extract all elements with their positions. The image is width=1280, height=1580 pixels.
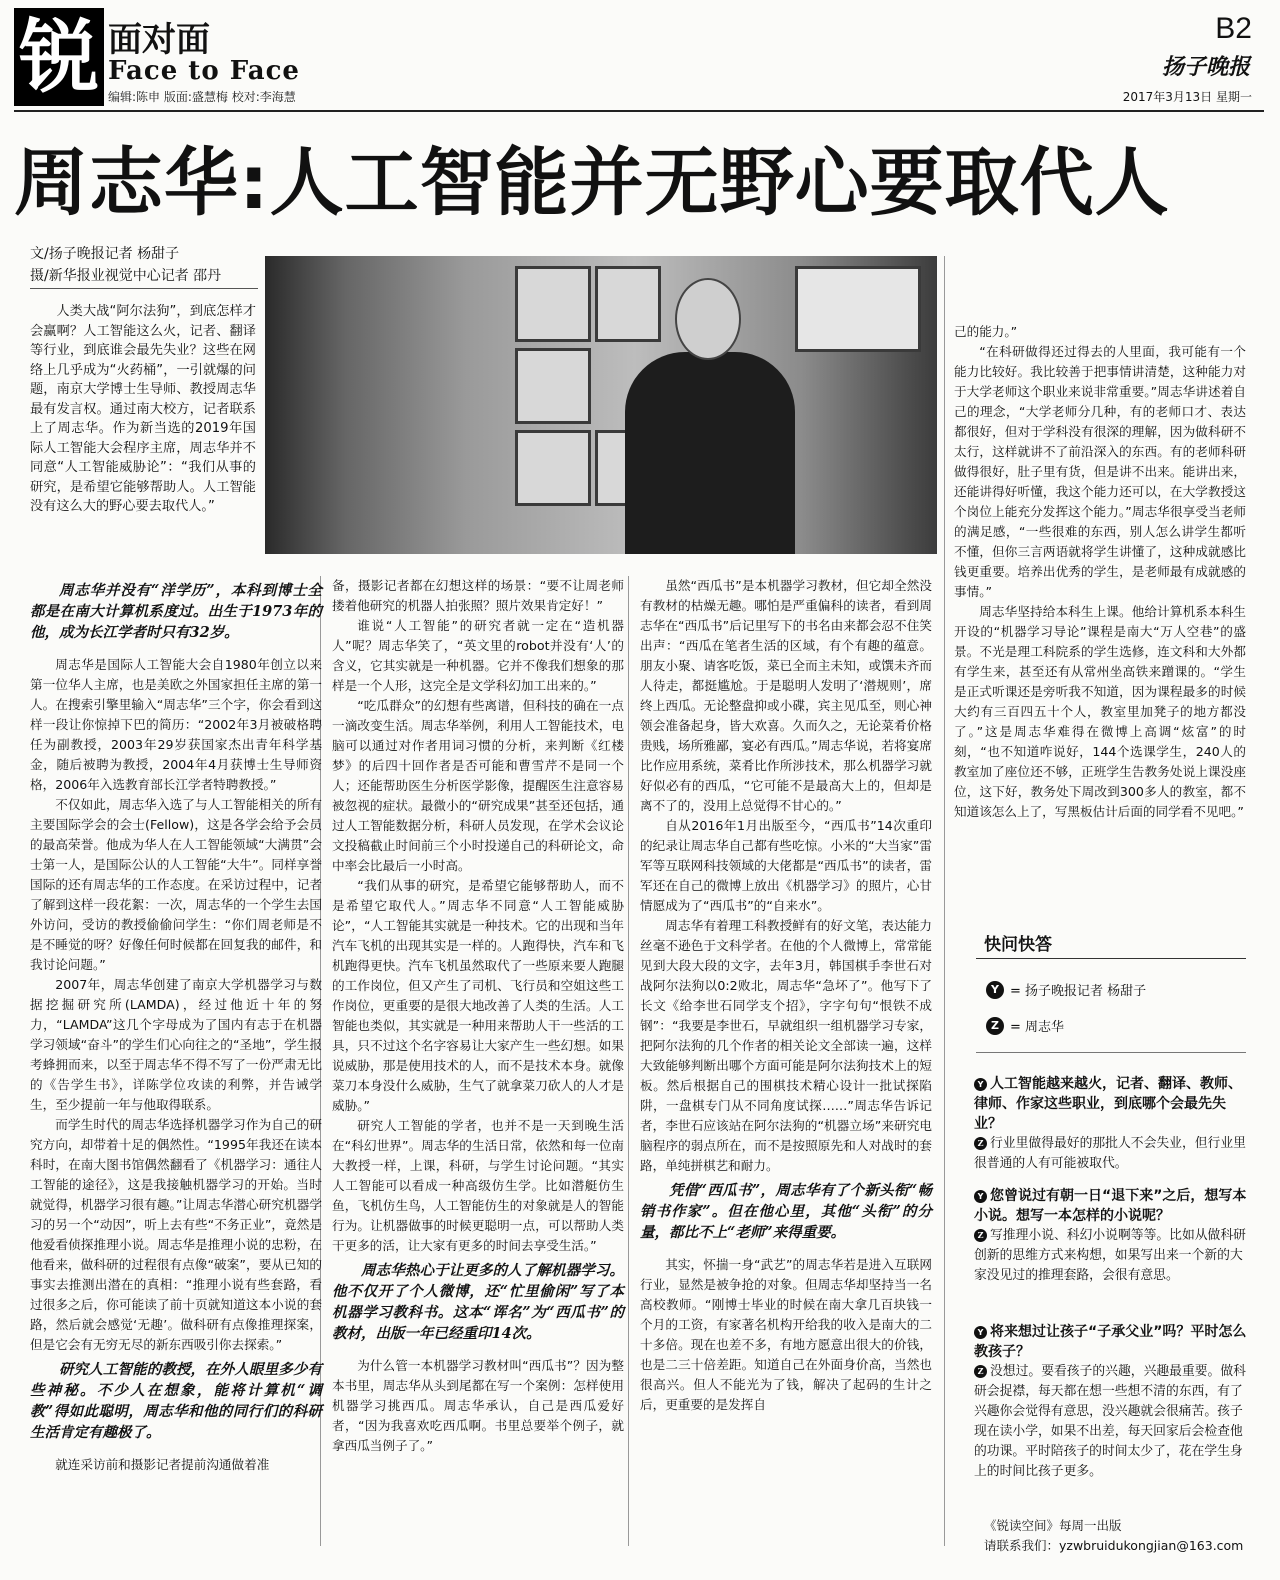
- qa-legend-label: = 周志华: [1010, 1020, 1065, 1035]
- paragraph: 自从2016年1月出版至今，“西瓜书”14次重印的纪录让周志华自己都有些吃惊。小米的“大当家”雷军等互联网科技领域的大佬都是“西瓜书”的读者，雷军还在自己的微博上放出《机器学习》的照片，心甘情愿成为了“西瓜书”的“自来水”。: [640, 818, 932, 913]
- qa-answer: Z 写推理小说、科幻小说啊等等。比如从做科研创新的思维方式来构想，如果写出来一个新的大家没见过的推理套路，会很有意思。: [974, 1228, 1246, 1283]
- section-badge: 锐: [14, 8, 104, 106]
- subheading: 周志华热心于让更多的人了解机器学习。他不仅开了个人微博，还“忙里偷闲”写了本机器学习教科书。这本“诨名”为“西瓜书”的教材，出版一年已经重印14次。: [332, 1262, 624, 1342]
- whiteboard: [795, 266, 921, 352]
- article-column-4: [954, 322, 1246, 822]
- qa-legend-label: = 扬子晚报记者 杨甜子: [1010, 984, 1147, 999]
- issue-date: 2017年3月13日 星期一: [1122, 90, 1252, 104]
- paragraph: 就连采访前和摄影记者提前沟通做着准: [55, 1457, 270, 1472]
- reporter-mark-icon: Y: [986, 981, 1004, 999]
- wall-certificate: [515, 348, 591, 424]
- column-footer: 《锐读空间》每周一出版: [984, 1518, 1122, 1533]
- article-column-3: [640, 576, 932, 1415]
- paragraph: 研究人工智能的学者，也并不是一天到晚生活在“科幻世界”。周志华的生活日常，依然和每一位南大教授一样，上课，科研，与学生讨论问题。“其实人工智能可以看成一种高级仿生学。比如潜艇仿生鱼，飞机仿生鸟，人工智能仿生的对象就是人的智能行为。让机器做事的时候更聪明一点，可以帮助人类干更多的活，让大家有更多的时间去享受生活。”: [332, 1118, 624, 1253]
- paragraph: 2007年，周志华创建了南京大学机器学习与数据挖掘研究所(LAMDA)，经过他近十年的努力，“LAMDA”这几个字母成为了国内有志于在机器学习领域“奋斗”的学生们心向往之的“圣地”，学生报考蜂拥而来，以至于周志华不得不写了一份严肃无比的《告学生书》，详陈学位攻读的利弊，并告诫学生，至少提前一年与他取得联系。: [30, 977, 322, 1112]
- subheading: 研究人工智能的教授，在外人眼里多少有些神秘。不少人在想象，能将计算机“调教”得如此聪明，周志华和他的同行们的科研生活肯定有趣极了。: [30, 1361, 322, 1441]
- qa-divider: [976, 958, 1246, 959]
- newspaper-logo: 扬子晚报: [1161, 54, 1250, 80]
- qa-item: [974, 1074, 1248, 1174]
- paragraph: 而学生时代的周志华选择机器学习作为自己的研究方向，却带着十足的偶然性。“1995年我还在读本科时，在南大图书馆偶然翻看了《机器学习：通往人工智能的途径》，这是我接触机器学习的开始。当时就觉得，机器学习很有趣。”让周志华潜心研究机器学习的另一个“动因”，听上去有些“不务正业”，竟然是他爱看侦探推理小说。周志华是推理小说的忠粉，在他看来，做科研的过程很有点像“破案”，要从已知的事实去推测出潜在的真相：“推理小说有些套路，看过很多之后，你可能读了前十页就知道这本小说的套路，然后就会感觉‘无趣’。做科研有点像推理探案，但是它会有无穷无尽的新东西吸引你去探索。”: [30, 1117, 322, 1352]
- byline-writer: 文/扬子晚报记者 杨甜子: [30, 246, 180, 262]
- interviewee-mark-icon: Z: [974, 1229, 987, 1242]
- paragraph: 其实，怀揣一身“武艺”的周志华若是进入互联网行业，显然是被争抢的对象。但周志华却坚持当一名高校教师。“刚博士毕业的时候在南大拿几百块钱一个月的工资，有家著名机构开给我的收入是南大的二十多倍。现在也差不多，有地方愿意出很大的价钱，也是二三十倍差距。知道自己在外面身价高，当然也很高兴。但人不能光为了钱，解决了起码的生计之后，更重要的是发挥自: [640, 1257, 932, 1412]
- paragraph: 虽然“西瓜书”是本机器学习教材，但它却全然没有教材的枯燥无趣。哪怕是严重偏科的读者，看到周志华在“西瓜书”后记里写下的书名由来都会忍不住笑出声：“西瓜在笔者生活的区域，有个有趣的蕴意。朋友小聚、请客吃饭，菜已全而主未知，或馔未齐而人待走，都挺尴尬。于是聪明人发明了‘潜规则’，席终上西瓜。无论整盘抑或小碟，宾主见瓜至，则心神领会准备起身，皆大欢喜。久而久之，无论菜肴价格贵贱，场所雅鄙，宴必有西瓜。”周志华说，若将宴席比作应用系统，菜肴比作所涉技术，那么机器学习就好似必有的西瓜，“它可能不是最高大上的，但却是离不了的，没用上总觉得不甘心的。”: [640, 578, 932, 813]
- contact-email: 请联系我们：yzwbruidukongjian@163.com: [984, 1538, 1244, 1553]
- qa-divider: [976, 1052, 1246, 1053]
- column-divider: [628, 576, 629, 1546]
- interviewee-mark-icon: Z: [986, 1017, 1004, 1035]
- paragraph: 不仅如此，周志华入选了与人工智能相关的所有主要国际学会的会士(Fellow)，这是各学会给予会员的最高荣誉。他成为华人在人工智能领域“大满贯”会士第一人，是国际公认的人工智能“大牛”。同样享誉国际的还有周志华的工作态度。在采访过程中，记者了解到这样一段花絮：一次，周志华的一个学生去国外访问，受访的教授偷偷问学生：“你们周老师是不是不睡觉的呀？好像任何时候都在回复我的邮件，和我讨论问题。”: [30, 797, 322, 972]
- article-column-2: [332, 576, 624, 1456]
- qa-item: [974, 1322, 1248, 1482]
- qa-answer: Z 行业里做得最好的那批人不会失业，但行业里很普通的人有可能被取代。: [974, 1136, 1246, 1171]
- paragraph: “我们从事的研究，是希望它能够帮助人，而不是希望它取代人。”周志华不同意“人工智能威胁论”，“人工智能其实就是一种技术。它的出现和当年汽车飞机的出现其实是一样的。人跑得快，汽车和飞机跑得更快。汽车飞机虽然取代了一些原来要人跑腿的工作岗位，但又产生了司机、飞行员和空姐这些工作岗位，更重要的是很大地改善了人类的生活。人工智能也类似，其实就是一种用来帮助人干一些活的工具，只不过这个名字容易让大家产生一些幻想。如果说威胁，那是使用技术的人，而不是技术本身。就像菜刀本身没什么威胁，生气了就拿菜刀砍人的人才是威胁。”: [332, 878, 624, 1113]
- paragraph: “吃瓜群众”的幻想有些离谱，但科技的确在一点一滴改变生活。周志华举例，利用人工智能技术，电脑可以通过对作者用词习惯的分析，来判断《红楼梦》的后四十回作者是否可能和曹雪芹不是同一个人；还能帮助医生分析医学影像，提醒医生注意容易被忽视的症状。最微小的“研究成果”甚至还包括，通过人工智能数据分析，科研人员发现，在学术会议论文投稿截止时间前三个小时投递自己的科研论文，命中率会比最后一小时高。: [332, 698, 624, 873]
- person-figure: [625, 352, 795, 554]
- wall-certificate: [515, 430, 591, 506]
- qa-legend-interviewee: [986, 1016, 1064, 1035]
- paragraph: “在科研做得还过得去的人里面，我可能有一个能力比较好。我比较善于把事情讲清楚，这种能力对于大学老师这个职业来说非常重要。”周志华讲述着自己的理念，“大学老师分几种，有的老师口才、表达都很好，但对于学科没有很深的理解，因为做科研不太行，这样就讲不了前沿深入的东西。有的老师科研做得很好，肚子里有货，但是讲不出来。能讲出来，还能讲得好听懂，我这个能力还可以，在大学教授这个岗位上能充分发挥这个能力。”周志华很享受当老师的满足感，“一些很难的东西，别人怎么讲学生都听不懂，但你三言两语就将学生讲懂了，这种成就感比钱更重要。培养出优秀的学生，是老师最有成就感的事情。”: [954, 344, 1246, 599]
- section-title-cn: 面对面: [108, 20, 210, 60]
- qa-title: 快问快答: [984, 935, 1052, 955]
- reporter-mark-icon: Y: [974, 1326, 987, 1339]
- person-face: [675, 278, 741, 360]
- paragraph: 己的能力。”: [954, 324, 1018, 339]
- byline-photographer: 摄/新华报业视觉中心记者 邵丹: [30, 268, 222, 284]
- editors-credit: 编辑:陈申 版面:盛慧梅 校对:李海慧: [108, 90, 296, 104]
- section-title-en: Face to Face: [108, 56, 300, 86]
- wall-certificate: [515, 266, 591, 342]
- qa-answer: Z 没想过。要看孩子的兴趣，兴趣最重要。做科研会捉襟，每天都在想一些想不清的东西，有了兴趣你会觉得有意思，没兴趣就会很痛苦。孩子现在读小学，如果不出差，每天回家后会检查他的功课。平时陪孩子的时间太少了，花在学生身上的时间比孩子更多。: [974, 1364, 1246, 1479]
- headline: 周志华:人工智能并无野心要取代人: [14, 140, 1170, 226]
- paragraph: 周志华是国际人工智能大会自1980年创立以来第一位华人主席，也是美欧之外国家担任主席的第一人。在搜索引擎里输入“周志华”三个字，你会看到这样一段让你惊掉下巴的简历：“2002年3月被破格聘任为副教授，2003年29岁获国家杰出青年科学基金，随后被聘为教授，2004年4月获博士生导师资格，2006年入选教育部长江学者特聘教授。”: [30, 657, 322, 792]
- interviewee-mark-icon: Z: [974, 1137, 987, 1150]
- qa-question: Y 人工智能越来越火，记者、翻译、教师、律师、作家这些职业，到底哪个会最先失业？: [974, 1076, 1242, 1132]
- column-divider: [944, 256, 945, 1546]
- reporter-mark-icon: Y: [974, 1078, 987, 1091]
- reporter-mark-icon: Y: [974, 1190, 987, 1203]
- wall-certificate: [595, 266, 661, 342]
- interviewee-mark-icon: Z: [974, 1365, 987, 1378]
- qa-question: Y 将来想过让孩子“子承父业”吗？平时怎么教孩子？: [974, 1324, 1247, 1360]
- subheading: 凭借“西瓜书”，周志华有了个新头衔“畅销书作家”。但在他心里，其他“头衔”的分量，都比不上“老师”来得重要。: [640, 1182, 932, 1241]
- qa-legend-reporter: [986, 980, 1146, 999]
- paragraph: 谁说“人工智能”的研究者就一定在“造机器人”呢？周志华笑了，“英文里的robot并没有‘人’的含义，它其实就是一种机器。它并不像我们想象的那样是一个人形，这完全是文学科幻加工出来的。”: [332, 618, 624, 693]
- subheading: 周志华并没有“洋学历”，本科到博士全都是在南大计算机系度过。出生于1973年的他，成为长江学者时只有32岁。: [30, 582, 322, 641]
- header-divider: [14, 110, 1264, 112]
- paragraph: 备，摄影记者都在幻想这样的场景：“要不让周老师搂着他研究的机器人拍张照？照片效果肯定好！”: [332, 578, 624, 613]
- portrait-photo: [265, 256, 937, 554]
- paragraph: 周志华坚持给本科生上课。他给计算机系本科生开设的“机器学习导论”课程是南大“万人空巷”的盛景。不光是理工科院系的学生选修，连文科和大外都有学生来，甚至还有从常州坐高铁来蹭课的。“学生是正式听课还是旁听我不知道，因为课程最多的时候大约有三百四五十个人，教室里加凳子的地方都没了。”这是周志华难得在微博上高调“炫富”的时刻，“也不知道咋说好，144个选课学生，240人的教室加了座位还不够，正班学生告教务处说上课没座位，这下好，教务处下周改到300多人的教室，都不知道该怎么上了，写黑板估计后面的同学看不见吧。”: [954, 604, 1246, 819]
- paragraph: 为什么管一本机器学习教材叫“西瓜书”？因为整本书里，周志华从头到尾都在写一个案例：怎样使用机器学习挑西瓜。周志华承认，自己是西瓜爱好者，“因为我喜欢吃西瓜啊。书里总要举个例子，就拿西瓜当例子了。”: [332, 1358, 624, 1453]
- page-number: B2: [1215, 12, 1252, 45]
- qa-question: Y 您曾说过有朝一日“退下来”之后，想写本小说。想写一本怎样的小说呢？: [974, 1188, 1247, 1224]
- qa-item: [974, 1186, 1248, 1286]
- lead-paragraph: 人类大战“阿尔法狗”，到底怎样才会赢啊？人工智能这么火，记者、翻译等行业，到底谁会最先失业？这些在网络上几乎成为“火药桶”，一引就爆的问题，南京大学博士生导师、教授周志华最有发言权。通过南大校方，记者联系上了周志华。作为新当选的2019年国际人工智能大会程序主席，周志华并不同意“人工智能威胁论”：“我们从事的研究，是希望它能够帮助人。人工智能没有这么大的野心要去取代人。”: [30, 304, 256, 514]
- byline-divider: [30, 288, 258, 289]
- article-column-1: [30, 576, 322, 1475]
- paragraph: 周志华有着理工科教授鲜有的好文笔，表达能力丝毫不逊色于文科学者。在他的个人微博上，常常能见到大段大段的文字，去年3月，韩国棋手李世石对战阿尔法狗以0:2败北，周志华“急坏了”。他写下了长文《给李世石同学支个招》，字字句句“恨铁不成钢”：“我要是李世石，早就组织一组机器学习专家，把阿尔法狗的几个作者的相关论文全部读一遍，这样大致能够判断出哪个方面可能是阿尔法狗技术上的短板。然后根据自己的围棋技术精心设计一批试探陷阱，一盘棋专门从不同角度试探……”周志华告诉记者，李世石应该站在阿尔法狗的“机器立场”来研究电脑程序的弱点所在，而不是按照原先和人对战时的套路，单纯拼棋艺和耐力。: [640, 918, 932, 1173]
